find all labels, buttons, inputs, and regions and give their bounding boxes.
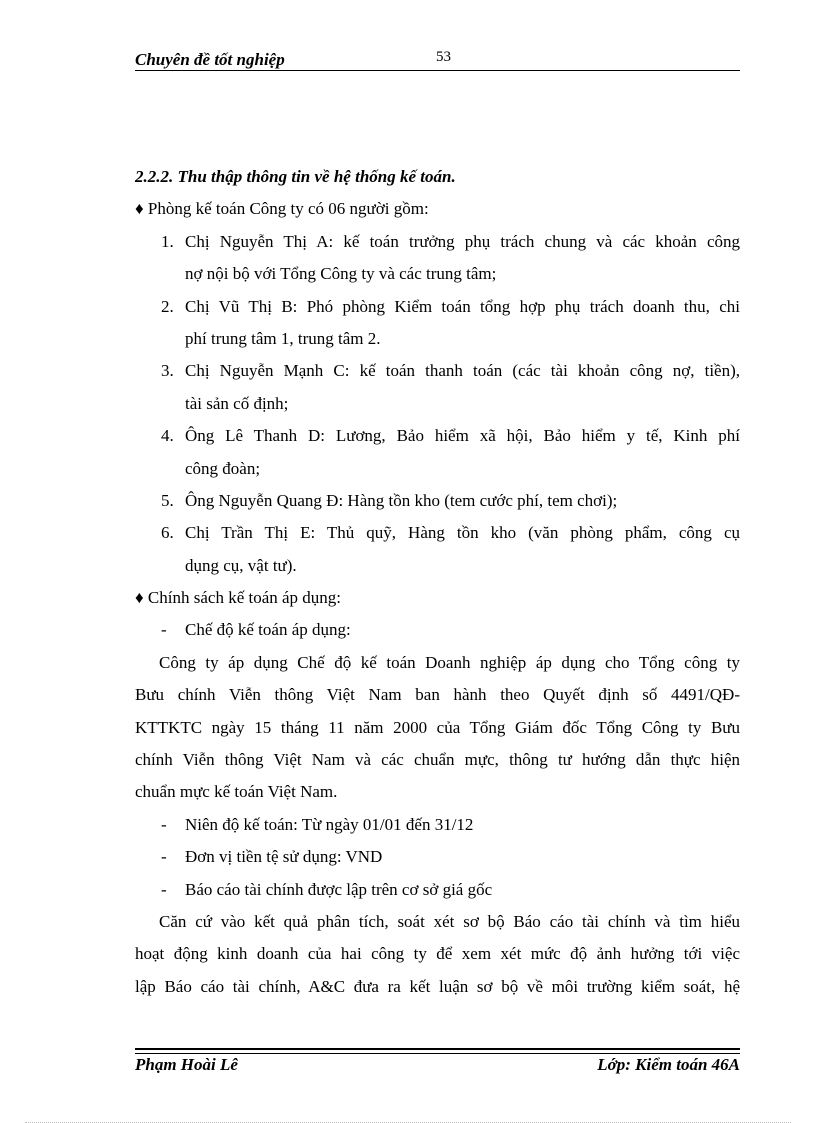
dash-bullet: -	[161, 814, 167, 834]
document-title: Chuyên đề tốt nghiệp	[135, 50, 285, 69]
item-text: Chị Nguyễn Mạnh C: kế toán thanh toán (các tài khoản công nợ, tiền),	[185, 361, 740, 381]
paragraph-line: Căn cứ vào kết quả phân tích, soát xét sơ bộ Báo cáo tài chính và tìm hiểu	[159, 911, 740, 931]
item-text: Đơn vị tiền tệ sử dụng: VND	[185, 847, 383, 867]
item-text: Chế độ kế toán áp dụng:	[185, 620, 351, 640]
item-number: 2.	[161, 296, 174, 316]
item-number: 4.	[161, 426, 174, 446]
policy-intro: ♦ Chính sách kế toán áp dụng:	[135, 588, 342, 608]
staff-list	[135, 226, 740, 582]
policy-item	[135, 874, 740, 906]
staff-item	[135, 485, 740, 517]
paragraph-line: Công ty áp dụng Chế độ kế toán Doanh nghiệp áp dụng cho Tổng công ty	[159, 652, 740, 672]
item-number: 5.	[161, 490, 174, 510]
staff-item	[135, 517, 740, 582]
policy-item	[135, 841, 740, 873]
regime-item	[135, 614, 740, 646]
item-text: Chị Vũ Thị B: Phó phòng Kiểm toán tổng hợp phụ trách doanh thu, chi	[185, 296, 740, 316]
item-text: Chị Trần Thị E: Thủ quỹ, Hàng tồn kho (văn phòng phẩm, công cụ	[185, 523, 740, 543]
paragraph-line: Bưu chính Viễn thông Việt Nam ban hành theo Quyết định số 4491/QĐ-	[135, 685, 740, 705]
dash-bullet: -	[161, 847, 167, 867]
item-text: Ông Lê Thanh D: Lương, Bảo hiểm xã hội, Bảo hiểm y tế, Kinh phí	[185, 426, 740, 446]
dash-bullet: -	[161, 879, 167, 899]
footer-author: Phạm Hoài Lê	[135, 1055, 238, 1074]
item-number: 6.	[161, 523, 174, 543]
policy-list	[135, 809, 740, 906]
section-heading: 2.2.2. Thu thập thông tin về hệ thống kế toán.	[135, 167, 456, 186]
policy-item	[135, 809, 740, 841]
item-text: Ông Nguyễn Quang Đ: Hàng tồn kho (tem cước phí, tem chơi);	[185, 490, 618, 510]
paragraph-line: KTTKTC ngày 15 tháng 11 năm 2000 của Tổng Giám đốc Tổng Công ty Bưu	[135, 717, 740, 737]
dash-bullet: -	[161, 620, 167, 640]
footer-class: Lớp: Kiểm toán 46A	[597, 1055, 740, 1074]
item-text: phí trung tâm 1, trung tâm 2.	[185, 328, 381, 348]
item-text: Chị Nguyễn Thị A: kế toán trưởng phụ trách chung và các khoản công	[185, 231, 740, 251]
paragraph-line: hoạt động kinh doanh của hai công ty để xem xét mức độ ảnh hưởng tới việc	[135, 944, 740, 964]
staff-item	[135, 420, 740, 485]
conclusion-paragraph	[135, 906, 740, 1003]
footer-divider	[135, 1048, 740, 1050]
page-footer	[135, 1045, 740, 1085]
staff-item	[135, 355, 740, 420]
footer-divider	[135, 1053, 740, 1054]
paragraph-line: chính Viễn thông Việt Nam và các chuẩn mực, thông tư hướng dẫn thực hiện	[135, 750, 740, 770]
paragraph-line: chuẩn mực kế toán Việt Nam.	[135, 782, 338, 802]
page-header	[135, 46, 740, 72]
item-text: công đoàn;	[185, 458, 261, 478]
paragraph-line: lập Báo cáo tài chính, A&C đưa ra kết luận sơ bộ về môi trường kiểm soát, hệ	[135, 976, 740, 996]
item-text: tài sản cố định;	[185, 393, 289, 413]
item-text: Báo cáo tài chính được lập trên cơ sở giá gốc	[185, 879, 493, 899]
staff-item	[135, 226, 740, 291]
item-number: 3.	[161, 361, 174, 381]
item-text: nợ nội bộ với Tổng Công ty và các trung tâm;	[185, 264, 497, 284]
regime-paragraph	[135, 647, 740, 809]
page-body	[135, 161, 740, 1003]
item-number: 1.	[161, 231, 174, 251]
staff-intro: ♦ Phòng kế toán Công ty có 06 người gồm:	[135, 199, 429, 219]
page-number: 53	[436, 49, 451, 65]
item-text: dụng cụ, vật tư).	[185, 555, 297, 575]
staff-item	[135, 291, 740, 356]
header-divider	[135, 70, 740, 71]
item-text: Niên độ kế toán: Từ ngày 01/01 đến 31/12	[185, 814, 474, 834]
